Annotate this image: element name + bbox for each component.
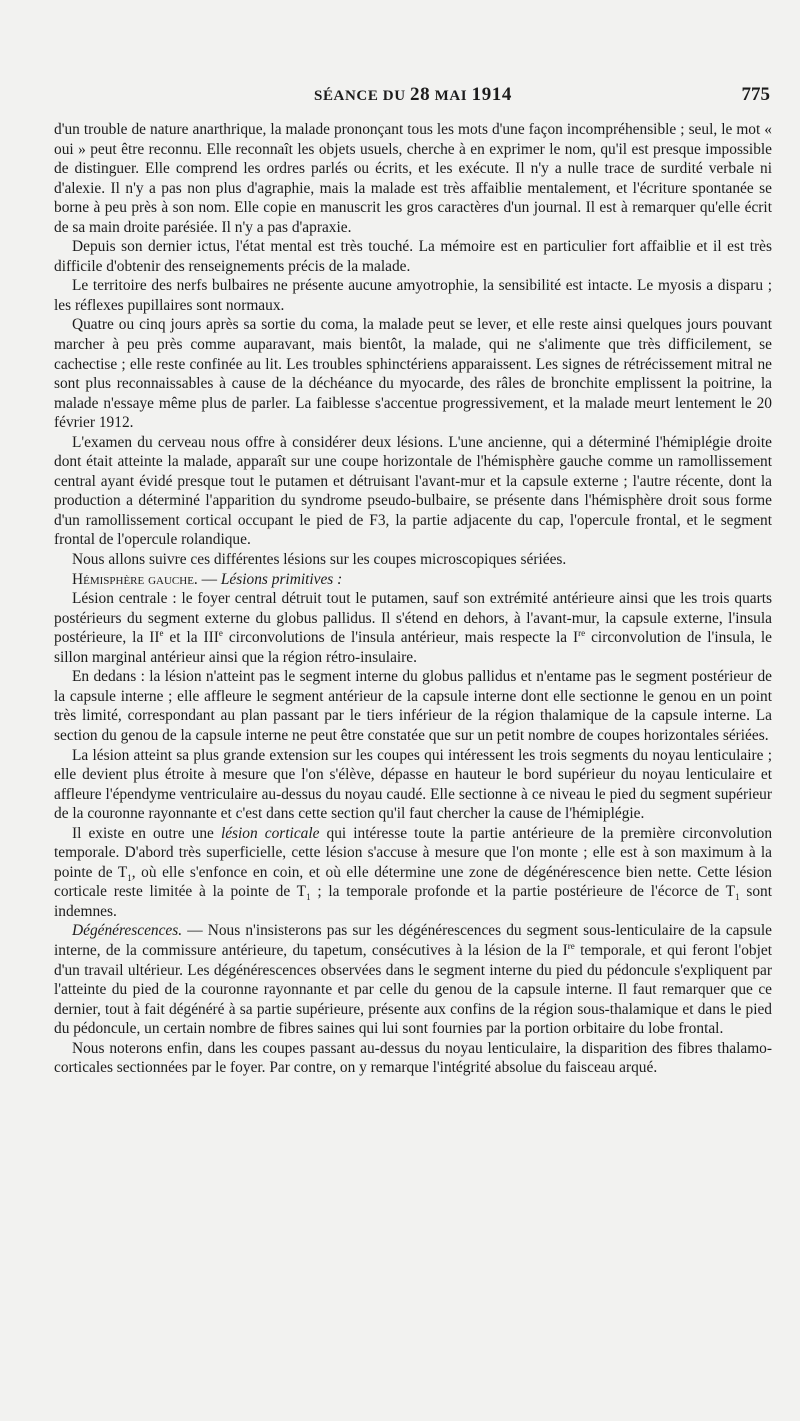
text-run: — Nous n'insisterons pas sur les dégénérescences du segment sous-lenticulaire de la capsule interne, de la commissure antérieure, du tapetum, consécutives à la lésion de la I [54,922,772,959]
paragraph: d'un trouble de nature anarthrique, la malade prononçant tous les mots d'une façon incompréhensible ; seul, le mot « oui » peut être reconnu. Elle reconnaît les objets usuels, cherche à en exprimer le nom, qu'il est presque impossible de distinguer. Elle comprend les ordres parlés ou écrits, et les exécute. Il n'y a nulle trace de surdité verbale ni d'alexie. Il n'y a pas non plus d'agraphie, mais la malade est très affaiblie mentalement, et l'écriture spontanée se borne à peu près à son nom. Elle copie en manuscrit les gros caractères d'un journal. Il est à remarquer qu'elle écrit de sa main droite parésiée. Il n'y a pas d'apraxie. [54,121,772,236]
paragraph: Quatre ou cinq jours après sa sortie du coma, la malade peut se lever, et elle reste ainsi quelques jours pouvant marcher à peu près comme auparavant, mais bientôt, la malade, qui ne s'alimente que très difficilement, se cachectise ; elle reste confinée au lit. Les troubles sphinctériens apparaissent. Les signes de rétrécissement mitral ne sont plus reconnaissables à cause de la déchéance du myocarde, des râles de bronchite emplissent la poitrine, la malade n'essaye même plus de parler. La faiblesse s'accentue progressivement, et la malade meurt lentement le 20 février 1912. [54,316,772,432]
seance-month: MAI [434,88,468,104]
italic-run: lésion corticale [220,824,320,842]
subscript: 1 [735,892,740,903]
paragraph: Depuis son dernier ictus, l'état mental est très touché. La mémoire est en particulier fort affaiblie et il est très difficile d'obtenir des renseignements précis de la malade. [54,238,772,275]
superscript: re [567,940,575,951]
section-heading-subtitle: Lésions primitives : [220,570,343,588]
subscript: 1 [306,892,311,903]
section-heading-label: Hémisphère gauche. [72,570,198,588]
text-run: circonvolution de l'insula, le sillon marginal antérieur ainsi que la région rétro-insulaire. [54,629,772,666]
text-run: Lésion centrale : le foyer central détruit tout le putamen, sauf son extrémité antérieure ainsi que les trois quarts postérieurs du segment externe du globus pallidus. Il s'étend en dehors, à l'avant-mur, la capsule externe, l'insula postérieure, la II [54,590,772,647]
section-heading [54,570,772,590]
text-run: qui intéresse toute la partie antérieure de la première circonvolution temporale. D'abord très superficielle, cette lésion s'accuse à mesure que l'on monte ; elle est à son maximum à la pointe de T [54,824,773,881]
subscript: 1 [127,872,132,883]
superscript: e [159,628,164,639]
text-run: circonvolutions de l'insula antérieur, mais respecte la I [222,629,579,647]
paragraph: Nous noterons enfin, dans les coupes passant au-dessus du noyau lenticulaire, la disparition des fibres thalamo-corticales sectionnées par le foyer. Par contre, on y remarque l'intégrité absolue du faisceau arqué. [54,1039,772,1077]
paragraph [54,824,772,922]
section-heading-dash: — [197,570,221,588]
paragraph [54,589,772,667]
text-run: Il existe en outre une [72,824,221,842]
text-run: ; la temporale profonde et la partie postérieure de l'écorce de T [310,883,736,901]
paragraph: La lésion atteint sa plus grande extension sur les coupes qui intéressent les trois segments du noyau lenticulaire ; elle devient plus étroite à mesure que l'on s'élève, dépasse en hauteur le bord supérieur du noyau lenticulaire et affleure l'épendyme ventriculaire au-dessus du noyau caudé. Elle sectionne à ce niveau le pied du segment supérieur de la couronne rayonnante et c'est dans cette section qu'il faut chercher la cause de l'hémiplégie. [54,746,772,823]
paragraph: L'examen du cerveau nous offre à considérer deux lésions. L'une ancienne, qui a déterminé l'hémiplégie droite dont était atteinte la malade, apparaît sur une coupe horizontale de l'hémisphère gauche comme un ramollissement central ayant évidé presque tout le putamen et détruisant l'avant-mur et la capsule externe ; l'autre récente, dont la production a déterminé l'apparition du syndrome pseudo-bulbaire, se présente dans l'hémisphère droit sous forme d'un ramollissement cortical occupant le pied de F3, la partie adjacente du cap, l'opercule frontal, et le segment frontal de l'opercule rolandique. [54,433,772,549]
seance-year: 1914 [471,84,512,105]
body-text [54,120,772,1078]
text-run: temporale, et qui feront l'objet d'un travail ultérieur. Les dégénérescences observées dans le segment interne du pied du pédoncule s'expliquent par l'atteinte du pied de la couronne rayonnante et par celle du genou de la capsule interne. Il faut remarquer que ce dernier, tout à fait dégénéré à sa partie supérieure, présente aux confins de la région sous-thalamique et dans le pied du pédoncule, un certain nombre de fibres saines qui lui sont fournies par la portion orbitaire du lobe frontal. [54,941,772,1038]
text-run: et la III [163,629,219,647]
running-title [314,84,512,106]
paragraph [54,921,772,1038]
page-number: 775 [741,84,770,105]
seance-day: 28 [410,84,431,105]
italic-run: Dégénérescences. [72,922,183,940]
running-head [54,84,772,112]
paragraph: En dedans : la lésion n'atteint pas le segment interne du globus pallidus et n'entame pas le segment postérieur de la capsule interne ; elle affleure le segment antérieur de la capsule interne dont elle sectionne le genou en un point très limité, correspondant au plan passant par le tiers inférieur de la région thalamique de la capsule interne. La section du genou de la capsule interne ne peut être constatée que sur un petit nombre de coupes horizontales sériées. [54,668,772,744]
superscript: e [218,628,223,639]
text-run: , où elle s'enfonce en coin, et où elle détermine une zone de dégénérescence bien nette. Cette lésion corticale reste limitée à la pointe de T [54,863,772,901]
paragraph: Nous allons suivre ces différentes lésions sur les coupes microscopiques sériées. [72,551,567,569]
seance-prefix: SÉANCE DU [314,88,406,104]
text-run: sont indemnes. [54,883,772,920]
paragraph: Le territoire des nerfs bulbaires ne présente aucune amyotrophie, la sensibilité est intacte. Le myosis a disparu ; les réflexes pupillaires sont normaux. [54,277,772,314]
superscript: re [578,628,586,639]
